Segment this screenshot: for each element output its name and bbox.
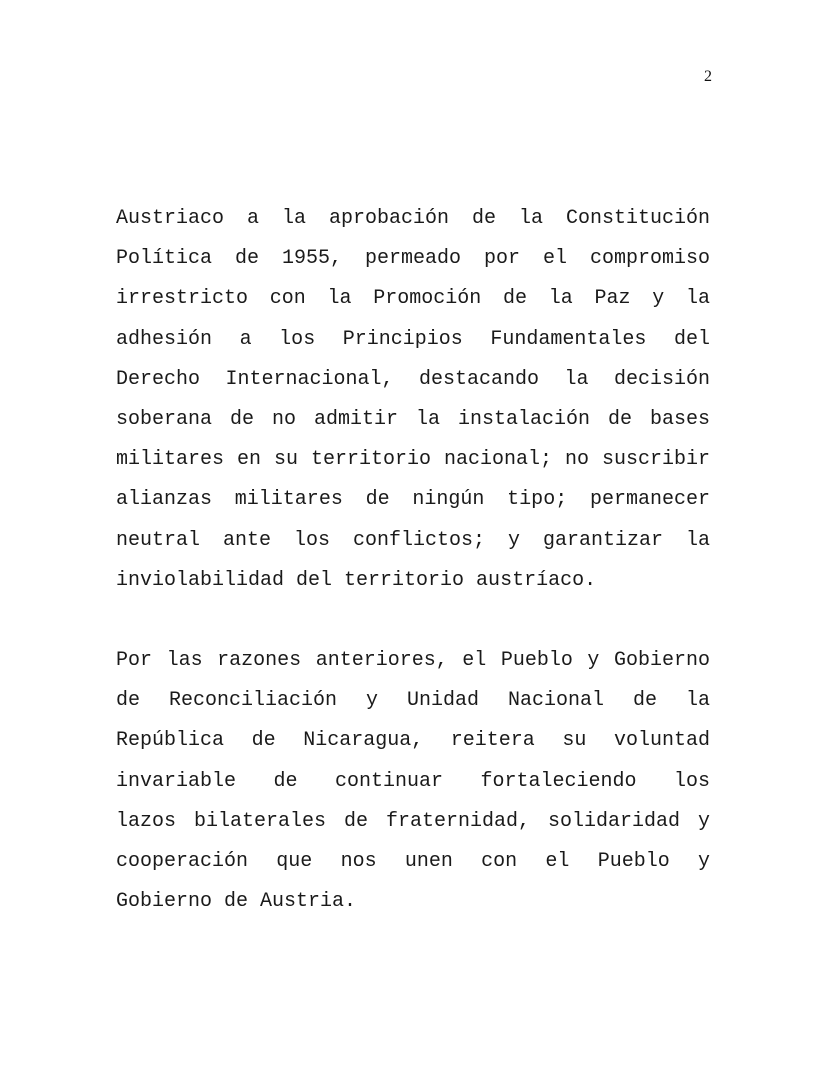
paragraph-line: Política de 1955, permeado por el compromiso bbox=[116, 247, 710, 271]
paragraph-line: invariable de continuar fortaleciendo los bbox=[116, 769, 710, 793]
paragraph-line: adhesión a los Principios Fundamentales del bbox=[116, 327, 710, 351]
paragraph-line: Austriaco a la aprobación de la Constitución bbox=[116, 207, 710, 230]
paragraph-line: alianzas militares de ningún tipo; permanecer bbox=[116, 488, 710, 512]
paragraph-line: soberana de no admitir la instalación de bases bbox=[116, 407, 710, 431]
paragraph-line: lazos bilaterales de fraternidad, solidaridad y bbox=[116, 809, 710, 833]
paragraph-line: República de Nicaragua, reitera su voluntad bbox=[116, 729, 710, 753]
paragraph-1 bbox=[116, 199, 710, 601]
paragraph-2 bbox=[116, 641, 710, 922]
paragraph-line: Derecho Internacional, destacando la decisión bbox=[116, 367, 710, 391]
page-number: 2 bbox=[704, 68, 712, 85]
paragraph-line: militares en su territorio nacional; no suscribir bbox=[116, 448, 710, 472]
paragraph-line: Gobierno de Austria. bbox=[116, 890, 357, 914]
paragraph-line: de Reconciliación y Unidad Nacional de la bbox=[116, 689, 710, 713]
paragraph-line: Por las razones anteriores, el Pueblo y Gobierno bbox=[116, 649, 710, 672]
paragraph-line: inviolabilidad del territorio austríaco. bbox=[116, 568, 597, 592]
paragraph-line: cooperación que nos unen con el Pueblo y bbox=[116, 849, 710, 873]
paragraph-line: irrestricto con la Promoción de la Paz y la bbox=[116, 287, 710, 311]
paragraph-line: neutral ante los conflictos; y garantizar la bbox=[116, 528, 710, 552]
